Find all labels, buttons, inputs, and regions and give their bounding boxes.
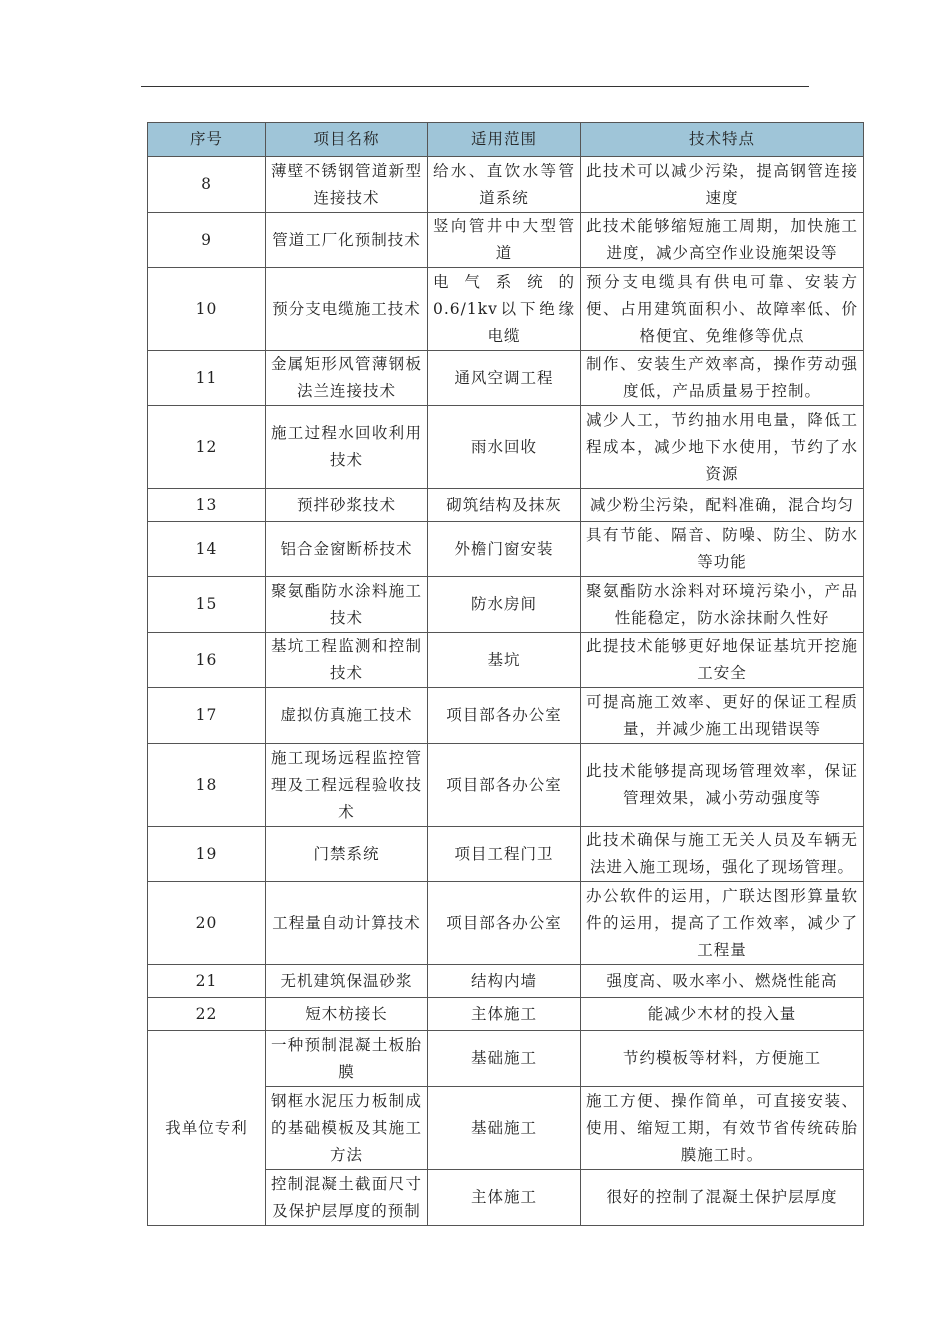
table-row	[148, 1031, 864, 1087]
row-no: 16	[148, 633, 266, 688]
row-feature: 此技术可以减少污染，提高钢管连接速度	[581, 157, 864, 213]
row-scope: 竖向管井中大型管道	[428, 213, 581, 268]
row-name: 基坑工程监测和控制技术	[266, 633, 428, 688]
table-row	[148, 827, 864, 882]
table-row	[148, 489, 864, 522]
header-scope: 适用范围	[428, 123, 581, 157]
row-name: 虚拟仿真施工技术	[266, 688, 428, 744]
row-name: 管道工厂化预制技术	[266, 213, 428, 268]
patent-group-label: 我单位专利	[148, 1031, 266, 1226]
table-row	[148, 351, 864, 406]
row-no: 13	[148, 489, 266, 522]
row-name: 金属矩形风管薄钢板法兰连接技术	[266, 351, 428, 406]
row-no: 9	[148, 213, 266, 268]
row-no: 22	[148, 998, 266, 1031]
row-scope: 项目部各办公室	[428, 882, 581, 965]
table-row	[148, 577, 864, 633]
row-no: 20	[148, 882, 266, 965]
row-no: 18	[148, 744, 266, 827]
row-feature: 聚氨酯防水涂料对环境污染小，产品性能稳定，防水涂抹耐久性好	[581, 577, 864, 633]
table-row	[148, 268, 864, 351]
row-no: 19	[148, 827, 266, 882]
table-row	[148, 965, 864, 998]
row-no: 21	[148, 965, 266, 998]
row-no: 17	[148, 688, 266, 744]
row-feature: 节约模板等材料，方便施工	[581, 1031, 864, 1087]
row-name: 短木枋接长	[266, 998, 428, 1031]
row-name: 门禁系统	[266, 827, 428, 882]
row-feature: 很好的控制了混凝土保护层厚度	[581, 1170, 864, 1226]
row-feature: 能减少木材的投入量	[581, 998, 864, 1031]
row-scope: 基础施工	[428, 1031, 581, 1087]
row-scope: 砌筑结构及抹灰	[428, 489, 581, 522]
row-feature: 此技术能够提高现场管理效率，保证管理效果，减小劳动强度等	[581, 744, 864, 827]
row-no: 11	[148, 351, 266, 406]
row-scope: 给水、直饮水等管道系统	[428, 157, 581, 213]
row-scope: 通风空调工程	[428, 351, 581, 406]
header-rule	[141, 86, 809, 87]
table-row	[148, 633, 864, 688]
row-scope: 电气系统的0.6/1kv以下绝缘电缆	[428, 268, 581, 351]
row-feature: 施工方便、操作简单，可直接安装、使用、缩短工期，有效节省传统砖胎膜施工时。	[581, 1087, 864, 1170]
row-name: 预分支电缆施工技术	[266, 268, 428, 351]
row-name: 施工过程水回收利用技术	[266, 406, 428, 489]
row-feature: 此提技术能够更好地保证基坑开挖施工安全	[581, 633, 864, 688]
row-name: 预拌砂浆技术	[266, 489, 428, 522]
table-header-row	[148, 123, 864, 157]
table-row	[148, 213, 864, 268]
row-scope: 外檐门窗安装	[428, 522, 581, 577]
row-feature: 制作、安装生产效率高，操作劳动强度低，产品质量易于控制。	[581, 351, 864, 406]
table-row	[148, 998, 864, 1031]
row-feature: 此技术能够缩短施工周期，加快施工进度，减少高空作业设施架设等	[581, 213, 864, 268]
row-name: 铝合金窗断桥技术	[266, 522, 428, 577]
row-scope: 项目部各办公室	[428, 744, 581, 827]
row-scope: 基础施工	[428, 1087, 581, 1170]
row-scope: 主体施工	[428, 998, 581, 1031]
row-feature: 此技术确保与施工无关人员及车辆无法进入施工现场，强化了现场管理。	[581, 827, 864, 882]
table-row	[148, 522, 864, 577]
technology-table	[147, 122, 864, 1226]
row-name: 聚氨酯防水涂料施工技术	[266, 577, 428, 633]
header-no: 序号	[148, 123, 266, 157]
row-scope: 雨水回收	[428, 406, 581, 489]
table-row	[148, 744, 864, 827]
row-scope: 防水房间	[428, 577, 581, 633]
row-name: 控制混凝土截面尺寸及保护层厚度的预制	[266, 1170, 428, 1226]
row-name: 一种预制混凝土板胎膜	[266, 1031, 428, 1087]
row-feature: 办公软件的运用，广联达图形算量软件的运用，提高了工作效率，减少了工程量	[581, 882, 864, 965]
row-scope: 结构内墙	[428, 965, 581, 998]
table-row	[148, 157, 864, 213]
table-row	[148, 882, 864, 965]
row-scope: 项目工程门卫	[428, 827, 581, 882]
row-name: 无机建筑保温砂浆	[266, 965, 428, 998]
row-name: 施工现场远程监控管理及工程远程验收技术	[266, 744, 428, 827]
row-scope: 基坑	[428, 633, 581, 688]
row-no: 8	[148, 157, 266, 213]
table-row	[148, 688, 864, 744]
row-name: 钢框水泥压力板制成的基础模板及其施工方法	[266, 1087, 428, 1170]
row-scope: 项目部各办公室	[428, 688, 581, 744]
row-no: 15	[148, 577, 266, 633]
row-feature: 具有节能、隔音、防噪、防尘、防水等功能	[581, 522, 864, 577]
row-feature: 减少人工，节约抽水用电量，降低工程成本，减少地下水使用，节约了水资源	[581, 406, 864, 489]
row-scope: 主体施工	[428, 1170, 581, 1226]
row-feature: 减少粉尘污染，配料准确，混合均匀	[581, 489, 864, 522]
header-name: 项目名称	[266, 123, 428, 157]
row-no: 10	[148, 268, 266, 351]
row-no: 12	[148, 406, 266, 489]
row-name: 工程量自动计算技术	[266, 882, 428, 965]
header-feature: 技术特点	[581, 123, 864, 157]
row-feature: 强度高、吸水率小、燃烧性能高	[581, 965, 864, 998]
row-feature: 预分支电缆具有供电可靠、安装方便、占用建筑面积小、故障率低、价格便宜、免维修等优点	[581, 268, 864, 351]
table-row	[148, 406, 864, 489]
row-name: 薄壁不锈钢管道新型连接技术	[266, 157, 428, 213]
row-feature: 可提高施工效率、更好的保证工程质量，并减少施工出现错误等	[581, 688, 864, 744]
row-no: 14	[148, 522, 266, 577]
